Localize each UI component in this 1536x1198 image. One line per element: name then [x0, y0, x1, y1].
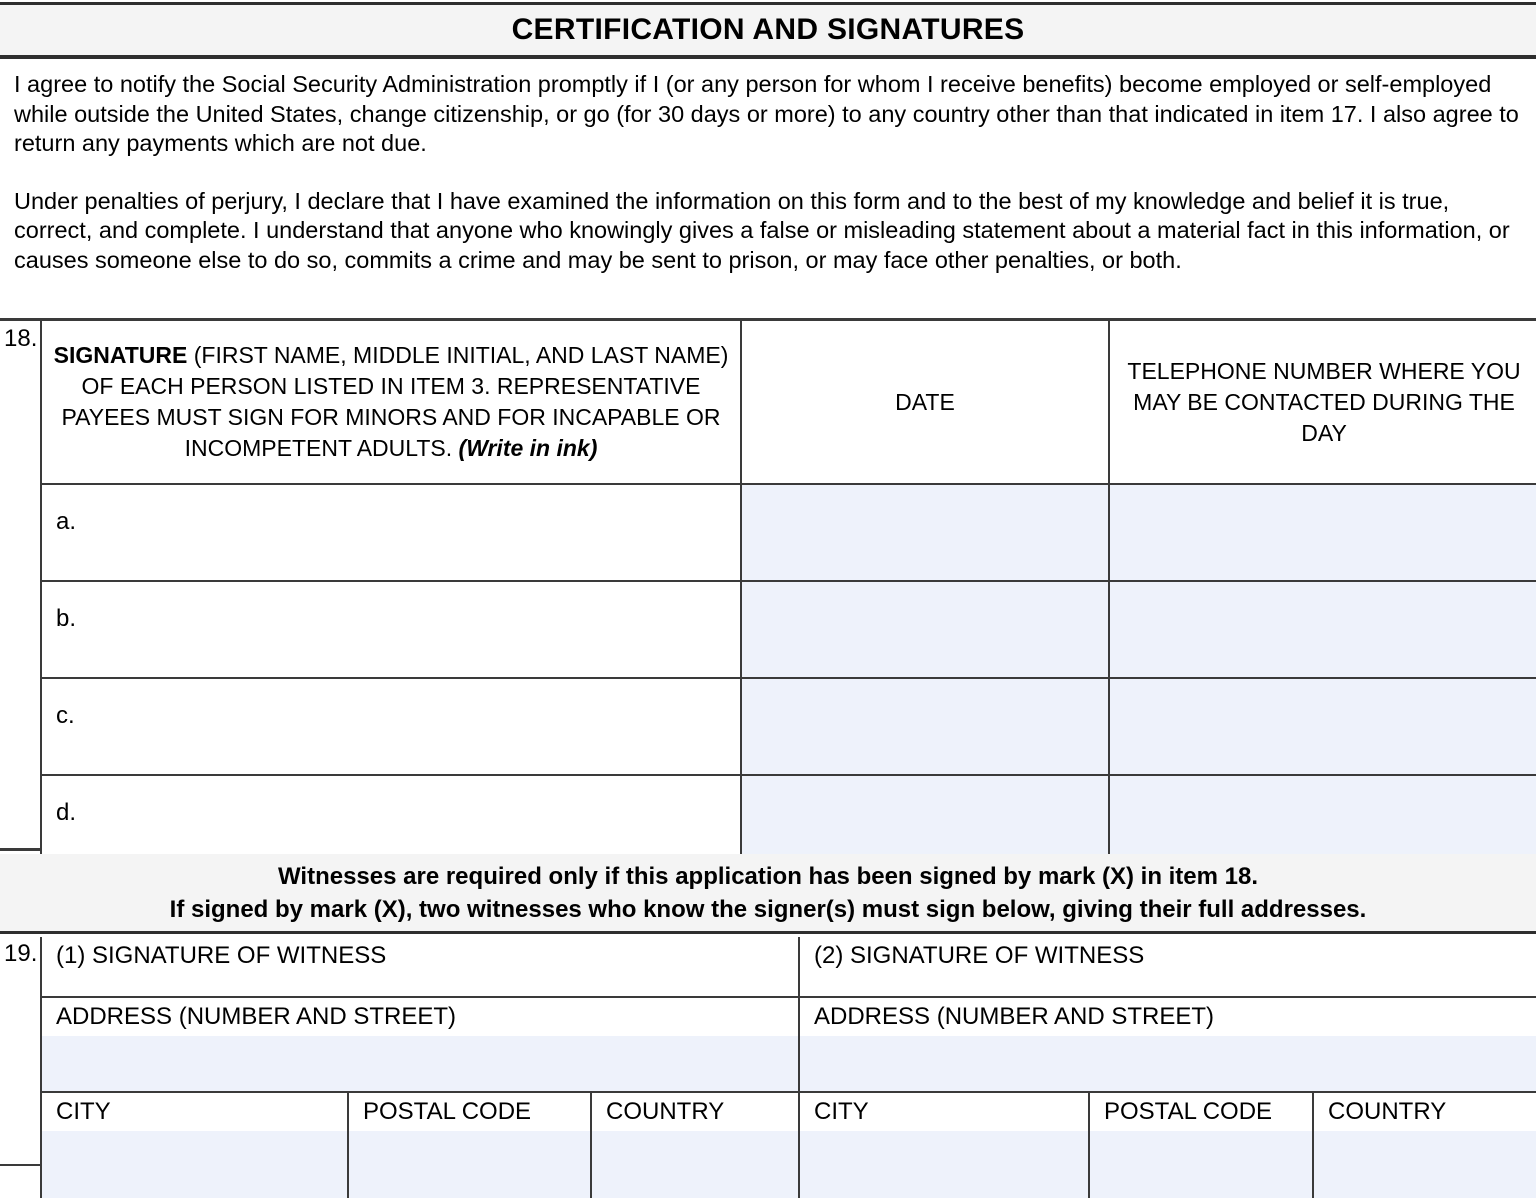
- item-18-row-a: [42, 485, 1536, 582]
- item-18-telephone-field-d[interactable]: [1110, 776, 1536, 854]
- page-title: CERTIFICATION AND SIGNATURES: [511, 13, 1025, 46]
- witness-2-signature-label: (2) SIGNATURE OF WITNESS: [814, 942, 1145, 969]
- item-18-header-row: [42, 321, 1536, 485]
- item-18-date-field-a[interactable]: [742, 485, 1110, 580]
- witness-1-city-field[interactable]: [42, 1093, 349, 1198]
- witness-1-block: [40, 937, 798, 1198]
- item-18-signature-field-b[interactable]: [42, 582, 742, 677]
- item-18-telephone-field-a[interactable]: [1110, 485, 1536, 580]
- item-18-date-field-d[interactable]: [742, 776, 1110, 854]
- witness-1-address-label: ADDRESS (NUMBER AND STREET): [56, 1003, 457, 1030]
- witness-2-postal-field[interactable]: [1090, 1093, 1314, 1198]
- witness-instruction-band: [0, 854, 1536, 934]
- item-19-number-column: [0, 937, 40, 1166]
- certification-text-block: [14, 70, 1522, 275]
- item-18-signature-header-cell: [42, 321, 742, 483]
- item-18-number-column: [0, 321, 40, 854]
- witness-1-address-field[interactable]: [42, 998, 798, 1093]
- item-18-date-header-cell: [742, 321, 1110, 483]
- witness-1-postal-field[interactable]: [349, 1093, 592, 1198]
- item-19-witness-section: [0, 937, 1536, 1198]
- item-18-telephone-field-c[interactable]: [1110, 679, 1536, 774]
- item-18-number: 18.: [4, 325, 38, 352]
- witness-2-block: [798, 937, 1536, 1198]
- item-18-signature-field-c[interactable]: [42, 679, 742, 774]
- row-letter-d: d.: [56, 799, 77, 826]
- witness-2-city-label: CITY: [814, 1098, 869, 1125]
- signature-header-rest: (FIRST NAME, MIDDLE INITIAL, AND LAST NAME) OF EACH PERSON LISTED IN ITEM 3. REPRESENTATIVE PAYEES MUST SIGN FOR MINORS AND FOR INCAPABLE OR INCOMPETENT ADULTS.: [61, 342, 729, 461]
- item-18-date-field-b[interactable]: [742, 582, 1110, 677]
- witness-1-signature-field[interactable]: [42, 937, 798, 998]
- item-18-row-b: [42, 582, 1536, 679]
- item-18-date-field-c[interactable]: [742, 679, 1110, 774]
- item-18-row-c: [42, 679, 1536, 776]
- witness-1-city-label: CITY: [56, 1098, 111, 1125]
- item-18-signature-field-d[interactable]: [42, 776, 742, 854]
- witness-2-signature-field[interactable]: [800, 937, 1536, 998]
- item-18-telephone-header-cell: [1110, 321, 1536, 483]
- witness-2-country-label: COUNTRY: [1328, 1098, 1447, 1125]
- row-letter-b: b.: [56, 605, 77, 632]
- witness-2-city-field[interactable]: [800, 1093, 1090, 1198]
- row-letter-c: c.: [56, 702, 75, 729]
- item-18-signature-table: [0, 318, 1536, 851]
- witness-1-country-field[interactable]: [592, 1093, 800, 1198]
- signature-header-write-in-ink: (Write in ink): [458, 435, 598, 461]
- witness-notice-line-2: If signed by mark (X), two witnesses who know the signer(s) must sign below, giving their full addresses.: [169, 895, 1367, 923]
- item-19-number: 19.: [4, 940, 38, 967]
- witness-2-country-field[interactable]: [1314, 1093, 1536, 1198]
- witness-notice-line-1: Witnesses are required only if this application has been signed by mark (X) in item 18.: [277, 862, 1259, 890]
- witness-2-address-label: ADDRESS (NUMBER AND STREET): [814, 1003, 1215, 1030]
- row-letter-a: a.: [56, 508, 77, 535]
- witness-2-city-postal-country-row: [800, 1093, 1536, 1198]
- item-18-telephone-header-text: TELEPHONE NUMBER WHERE YOU MAY BE CONTACTED DURING THE DAY: [1127, 357, 1521, 446]
- item-18-date-header-text: DATE: [895, 388, 955, 415]
- item-18-signature-header-text: [48, 340, 734, 464]
- witness-1-city-postal-country-row: [42, 1093, 798, 1198]
- section-title-bar: [0, 2, 1536, 59]
- witness-1-signature-label: (1) SIGNATURE OF WITNESS: [56, 942, 387, 969]
- certification-paragraph-1: I agree to notify the Social Security Administration promptly if I (or any person for whom I receive benefits) become employed or self-employed while outside the United States, change citizenship, or go (for 30 days or more) to any country other than that indicated in item 17. I also agree to return any payments which are not due.: [14, 71, 1519, 156]
- witness-2-postal-label: POSTAL CODE: [1104, 1098, 1273, 1125]
- signature-header-bold-lead: SIGNATURE: [53, 342, 188, 368]
- witness-1-country-label: COUNTRY: [606, 1098, 725, 1125]
- item-18-signature-field-a[interactable]: [42, 485, 742, 580]
- witness-2-address-field[interactable]: [800, 998, 1536, 1093]
- certification-paragraph-2: Under penalties of perjury, I declare that I have examined the information on this form and to the best of my knowledge and belief it is true, correct, and complete. I understand that anyone who knowingly gives a false or misleading statement about a material fact in this information, or causes someone else to do so, commits a crime and may be sent to prison, or may face other penalties, or both.: [14, 187, 1510, 273]
- item-18-row-d: [42, 776, 1536, 854]
- item-18-telephone-field-b[interactable]: [1110, 582, 1536, 677]
- item-18-grid: [40, 321, 1536, 854]
- witness-1-postal-label: POSTAL CODE: [363, 1098, 532, 1125]
